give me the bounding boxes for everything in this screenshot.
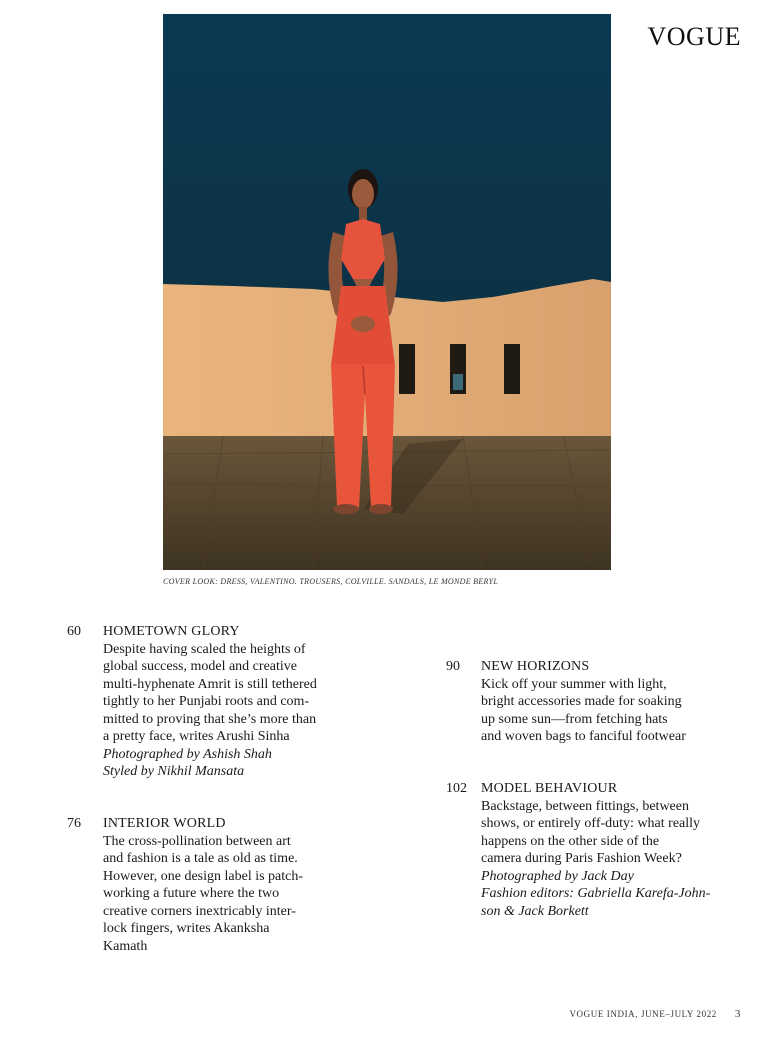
summary-line: Despite having scaled the heights of xyxy=(103,641,306,657)
article-title: NEW HORIZONS xyxy=(481,659,590,674)
fashion-editors-credit: son & Jack Borkett xyxy=(481,903,589,919)
summary-line: Backstage, between fittings, between xyxy=(481,798,689,814)
summary-line: lock fingers, writes Akanksha xyxy=(103,921,270,936)
summary-line: bright accessories made for soaking xyxy=(481,694,682,709)
article-title: MODEL BEHAVIOUR xyxy=(481,781,618,796)
summary-line: shows, or entirely off-duty: what really xyxy=(481,816,701,831)
summary-line: multi-hyphenate Amrit is still tethered xyxy=(103,676,317,692)
summary-line: camera during Paris Fashion Week? xyxy=(481,851,682,866)
photo-credit: Photographed by Ashish Shah xyxy=(103,746,272,762)
article-title: INTERIOR WORLD xyxy=(103,816,226,831)
summary-line: Kick off your summer with light, xyxy=(481,676,667,692)
summary-line: creative corners inextricably inter- xyxy=(103,903,296,919)
summary-line: working a future where the two xyxy=(103,886,280,901)
cover-caption: COVER LOOK: DRESS, VALENTINO. TROUSERS, COLVILLE. SANDALS, LE MONDE BERYL xyxy=(163,577,499,586)
styling-credit: Styled by Nikhil Mansata xyxy=(103,764,245,779)
summary-line: happens on the other side of the xyxy=(481,833,660,849)
page-number: 60 xyxy=(67,624,81,639)
article-title: HOMETOWN GLORY xyxy=(103,624,240,639)
page-number: 102 xyxy=(446,781,467,796)
masthead-logo: VOGUE xyxy=(647,22,741,51)
summary-line: The cross-pollination between art xyxy=(103,833,291,849)
summary-line: a pretty face, writes Arushi Sinha xyxy=(103,729,290,744)
summary-line: Kamath xyxy=(103,938,148,954)
page-number-footer: 3 xyxy=(734,1008,741,1020)
summary-line: mitted to proving that she’s more than xyxy=(103,711,317,727)
cover-photo xyxy=(163,14,611,570)
page-number: 90 xyxy=(446,659,460,674)
fashion-editors-credit: Fashion editors: Gabriella Karefa-John- xyxy=(481,886,711,901)
summary-line: and woven bags to fanciful footwear xyxy=(481,729,686,744)
summary-line: tightly to her Punjabi roots and com- xyxy=(103,694,310,709)
photo-credit: Photographed by Jack Day xyxy=(481,868,634,884)
summary-line: global success, model and creative xyxy=(103,659,297,674)
summary-line: up some sun—from fetching hats xyxy=(481,711,668,727)
issue-label: VOGUE INDIA, JUNE–JULY 2022 xyxy=(569,1009,717,1019)
summary-line: and fashion is a tale as old as time. xyxy=(103,851,298,866)
page-number: 76 xyxy=(67,816,81,831)
summary-line: However, one design label is patch- xyxy=(103,868,304,884)
page-footer xyxy=(569,1008,741,1020)
